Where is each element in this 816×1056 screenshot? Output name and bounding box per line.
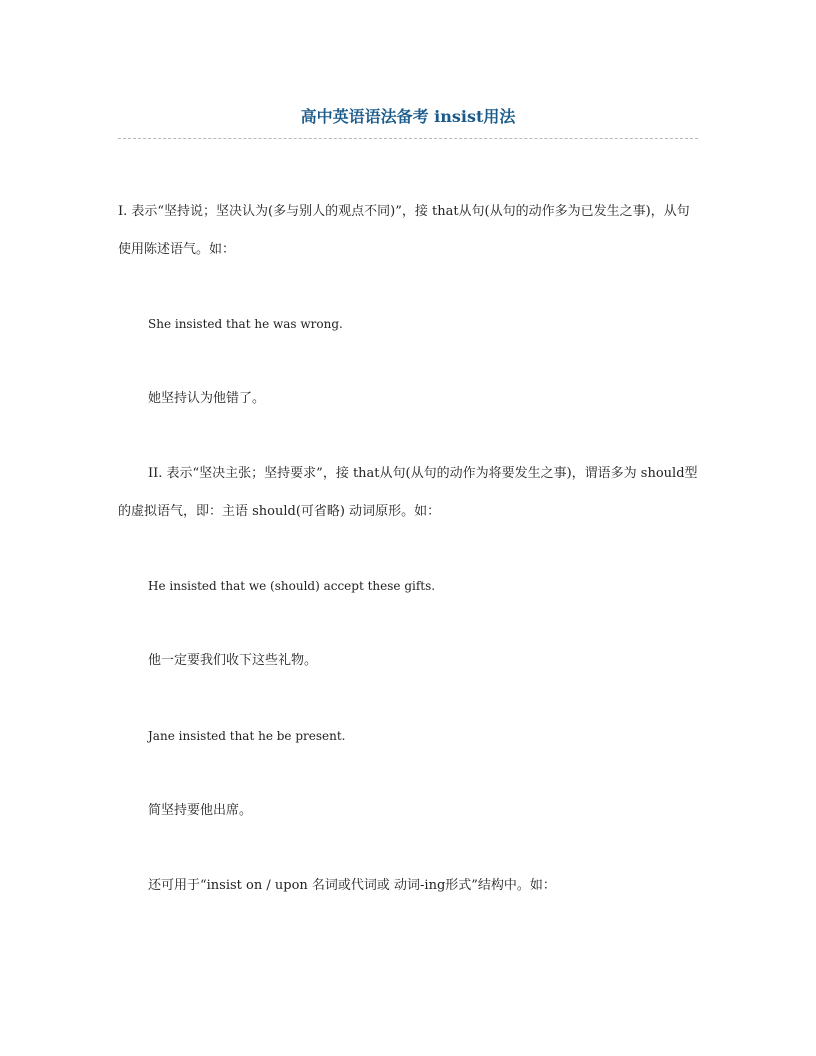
example-2-chinese: 他一定要我们收下这些礼物。 (148, 653, 318, 668)
example-2-english: He insisted that we (should) accept these gifts. (148, 579, 436, 593)
section-2-paragraph: II. 表示“坚决主张；坚持要求”，接 that从句(从句的动作为将要发生之事)，谓语多为 should型的虚拟语气，即：主语 should(可省略) 动词原形。如： (118, 466, 698, 519)
document-title: 高中英语语法备考 insist用法 (300, 107, 516, 126)
example-3-chinese: 简坚持要他出席。 (148, 803, 253, 818)
title-divider (118, 138, 698, 139)
note-paragraph: 还可用于“insist on / upon 名词或代词或 动词-ing形式”结构中。如： (148, 878, 556, 893)
example-1-english: She insisted that he was wrong. (148, 317, 343, 331)
example-3-english: Jane insisted that he be present. (148, 729, 346, 743)
example-1-chinese: 她坚持认为他错了。 (148, 391, 266, 406)
section-1-paragraph: I. 表示“坚持说；坚决认为(多与别人的观点不同)”，接 that从句(从句的动作多为已发生之事)，从句使用陈述语气。如： (118, 204, 690, 257)
